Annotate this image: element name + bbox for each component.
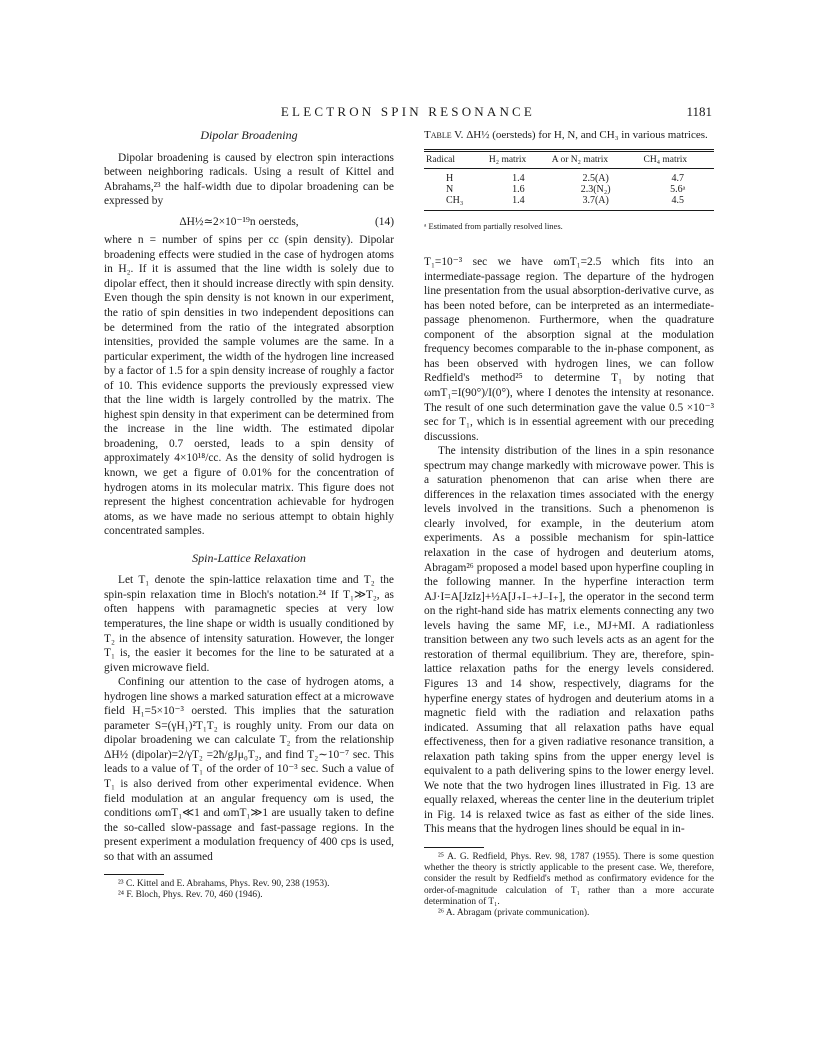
table-cell: 3.7(A) — [550, 195, 642, 211]
section-title-spin-lattice-relaxation: Spin-Lattice Relaxation — [192, 550, 306, 565]
left-column — [104, 128, 394, 902]
table-row — [424, 184, 714, 195]
table-cell: CH₃ — [424, 195, 487, 211]
page-number: 1181 — [686, 104, 712, 119]
table-cell: 5.6ᵃ — [670, 183, 686, 195]
table-row — [424, 168, 714, 184]
paragraph: Let T₁ denote the spin-lattice relaxation time and T₂ the spin-spin relaxation time in Bloch's notation.²⁴ If T₁≫T₂, as often happens with paramagnetic species at very low temperatures, the line shape or width is usually conditioned by T₂ in the absence of intensity saturation. However, the longer T₁ is, the easier it becomes for the line to be saturated at a given microwave field. — [104, 574, 394, 674]
table-cell: 4.7 — [671, 172, 684, 184]
footnote-23: ²³ C. Kittel and E. Abrahams, Phys. Rev. 90, 238 (1953). — [118, 879, 330, 890]
table-caption — [424, 128, 714, 143]
column-header-radical: Radical — [424, 150, 487, 168]
paragraph: Dipolar broadening is caused by electron spin interactions between neighboring radicals. Using a result of Kittel and Abrahams,²³ the half-width due to dipolar broadening can be expressed by — [104, 151, 394, 208]
footnote-26: ²⁶ A. Abragam (private communication). — [438, 907, 590, 918]
table-caption-text: ΔH½ (oersteds) for H, N, and CH₃ in various matrices. — [466, 129, 708, 141]
footnote-24: ²⁴ F. Bloch, Phys. Rev. 70, 460 (1946). — [118, 890, 263, 901]
table-cell: 4.5 — [642, 195, 715, 211]
table-cell: 1.4 — [487, 195, 550, 211]
table-cell: 2.3(N₂) — [580, 183, 611, 195]
running-title: ELECTRON SPIN RESONANCE — [280, 104, 536, 119]
right-column — [424, 128, 714, 919]
section-title-dipolar-broadening: Dipolar Broadening — [200, 128, 298, 142]
column-header-ch4-matrix: CH₄ matrix — [642, 150, 715, 168]
table-header-row — [424, 150, 714, 168]
paragraph: where n = number of spins per cc (spin density). Dipolar broadening effects were studied in the case of hydrogen atoms in H₂. If it is assumed that the line width is solely due to dipolar effect, then it should increase directly with spin density. Even though the spin density is not known in our experiment, the ratio of spin densities in two independent depositions can be determined from the ratio of the integrated absorption intensities, provided the sample volumes are the same. In a particular experiment, the width of the hydrogen line increased by a factor of 1.5 for a spin density increase of roughly a factor of 10. This evidence supports the previously expressed view that the line width is largely controlled by the matrix. The highest spin density in that experiment can be determined from the increase in the line width. The estimated dipolar broadening, 0.7 oersted, leads to a spin density of approximately 4×10¹⁸/cc. As the density of solid hydrogen is known, we get a figure of 0.01% for the concentration of hydrogen atoms in its molecular matrix. This figure does not represent the highest concentration achievable for hydrogen atoms, as we have made no serious attempt to obtain highly concentrated samples. — [104, 234, 394, 538]
column-header-a-or-n2-matrix: A or N₂ matrix — [550, 150, 642, 168]
table-cell: H — [446, 172, 454, 184]
equation-body: ΔH½≃2×10⁻¹⁹n oersteds, — [179, 215, 299, 228]
page-header — [0, 104, 816, 124]
column-header-h2-matrix: H₂ matrix — [487, 150, 550, 168]
equation-number: (14) — [375, 215, 394, 228]
footnote-rule — [424, 847, 484, 848]
paragraph: The intensity distribution of the lines in a spin resonance spectrum may change markedly with microwave power. This is a saturation phenomenon that can arise when there are differences in the relaxation times associated with the energy levels involved in the transitions. Such a phenomenon is clearly involved, for example, in the deuterium atom experiments. As a possible mechanism for spin-lattice relaxation in the case of hydrogen and deuterium atoms, Abragam²⁶ proposed a model based upon hyperfine coupling in the following manner. In the hyperfine interaction term AJ·I=A[JzIz]+½A[J₊I₋+J₋I₊], the operator in the second term on the right-hand side has matrix elements connecting any two levels having the same MF, i.e., MJ+MI. A radiationless transition between any two such levels acts as an agent for the restoration of thermal equilibrium. They are, therefore, spin-lattice relaxation paths for the energy levels considered. Figures 13 and 14 show, respectively, diagrams for the hyperfine energy states of hydrogen and deuterium atoms in a magnetic field with the radiation and relaxation paths indicated. Assuming that all relaxation paths have equal effectiveness, then for a given radiative resonance transition, a relaxation path taking spins from the upper energy level is equivalent to a path delivering spins to the lower energy level. We note that the two hydrogen lines illustrated in Fig. 13 are equally relaxed, whereas the center line in the deuterium triplet in Fig. 14 is relaxed twice as fast as either of the side lines. This means that the hydrogen lines should be equal in in- — [424, 445, 714, 836]
footnote-25: ²⁵ A. G. Redfield, Phys. Rev. 98, 1787 (1955). There is some question whether the theory is strictly applicable to the present case. We, therefore, consider the result by Redfield's method as confirmatory evidence for the order-of-magnitude calculation of T₁ rather than a more accurate determination of T₁. — [424, 851, 714, 907]
table-cell: N — [446, 183, 454, 195]
table-footnote: ᵃ Estimated from partially resolved lines. — [424, 220, 563, 231]
table-label: Table V. — [424, 129, 464, 141]
paragraph: Confining our attention to the case of hydrogen atoms, a hydrogen line shows a marked saturation effect at a microwave field H₁=5×10⁻³ oersted. This implies that the saturation parameter S=(γH₁)²T₁T₂ is roughly unity. From our data on dipolar broadening we can calculate T₂ from the relationship ΔH½ (dipolar)=2/γT₂ =2ħ/gJμ₀T₂, and find T₂∼10⁻⁷ sec. This leads to a value of T₁ of the order of 10⁻³ sec. Such a value of T₁ is also derived from other experimental evidence. When field modulation at an angular frequency ωm is used, the conditions ωmT₁≪1 and ωmT₁≫1 are usually taken to define the so-called slow-passage and fast-passage regions. In the present experiment a modulation frequency of 400 cps is used, so that with an assumed — [104, 676, 394, 863]
table-cell: 2.5(A) — [582, 172, 609, 184]
table-row — [424, 195, 714, 211]
paragraph: T₁=10⁻³ sec we have ωmT₁=2.5 which fits into an intermediate-passage region. The departure of the hydrogen line presentation from the usual absorption-derivative curve, as has been noted before, can be interpreted as an intermediate-passage phenomenon. Furthermore, when the quadrature component of the absorption signal at the modulation frequency becomes comparable to the in-phase component, as has been observed with hydrogen lines, we can follow Redfield's method²⁵ to determine T₁ by noting that ωmT₁=I(90°)/I(0°), where I denotes the intensity at resonance. The result of one such determination gave the value 0.5 ×10⁻³ sec for T₁, which is in essential agreement with our preceding discussions. — [424, 256, 714, 443]
table-line-widths — [424, 149, 714, 211]
equation-14 — [104, 215, 394, 230]
footnote-rule — [104, 874, 164, 875]
table-cell: 1.6 — [512, 183, 525, 195]
table-cell: 1.4 — [512, 172, 525, 184]
